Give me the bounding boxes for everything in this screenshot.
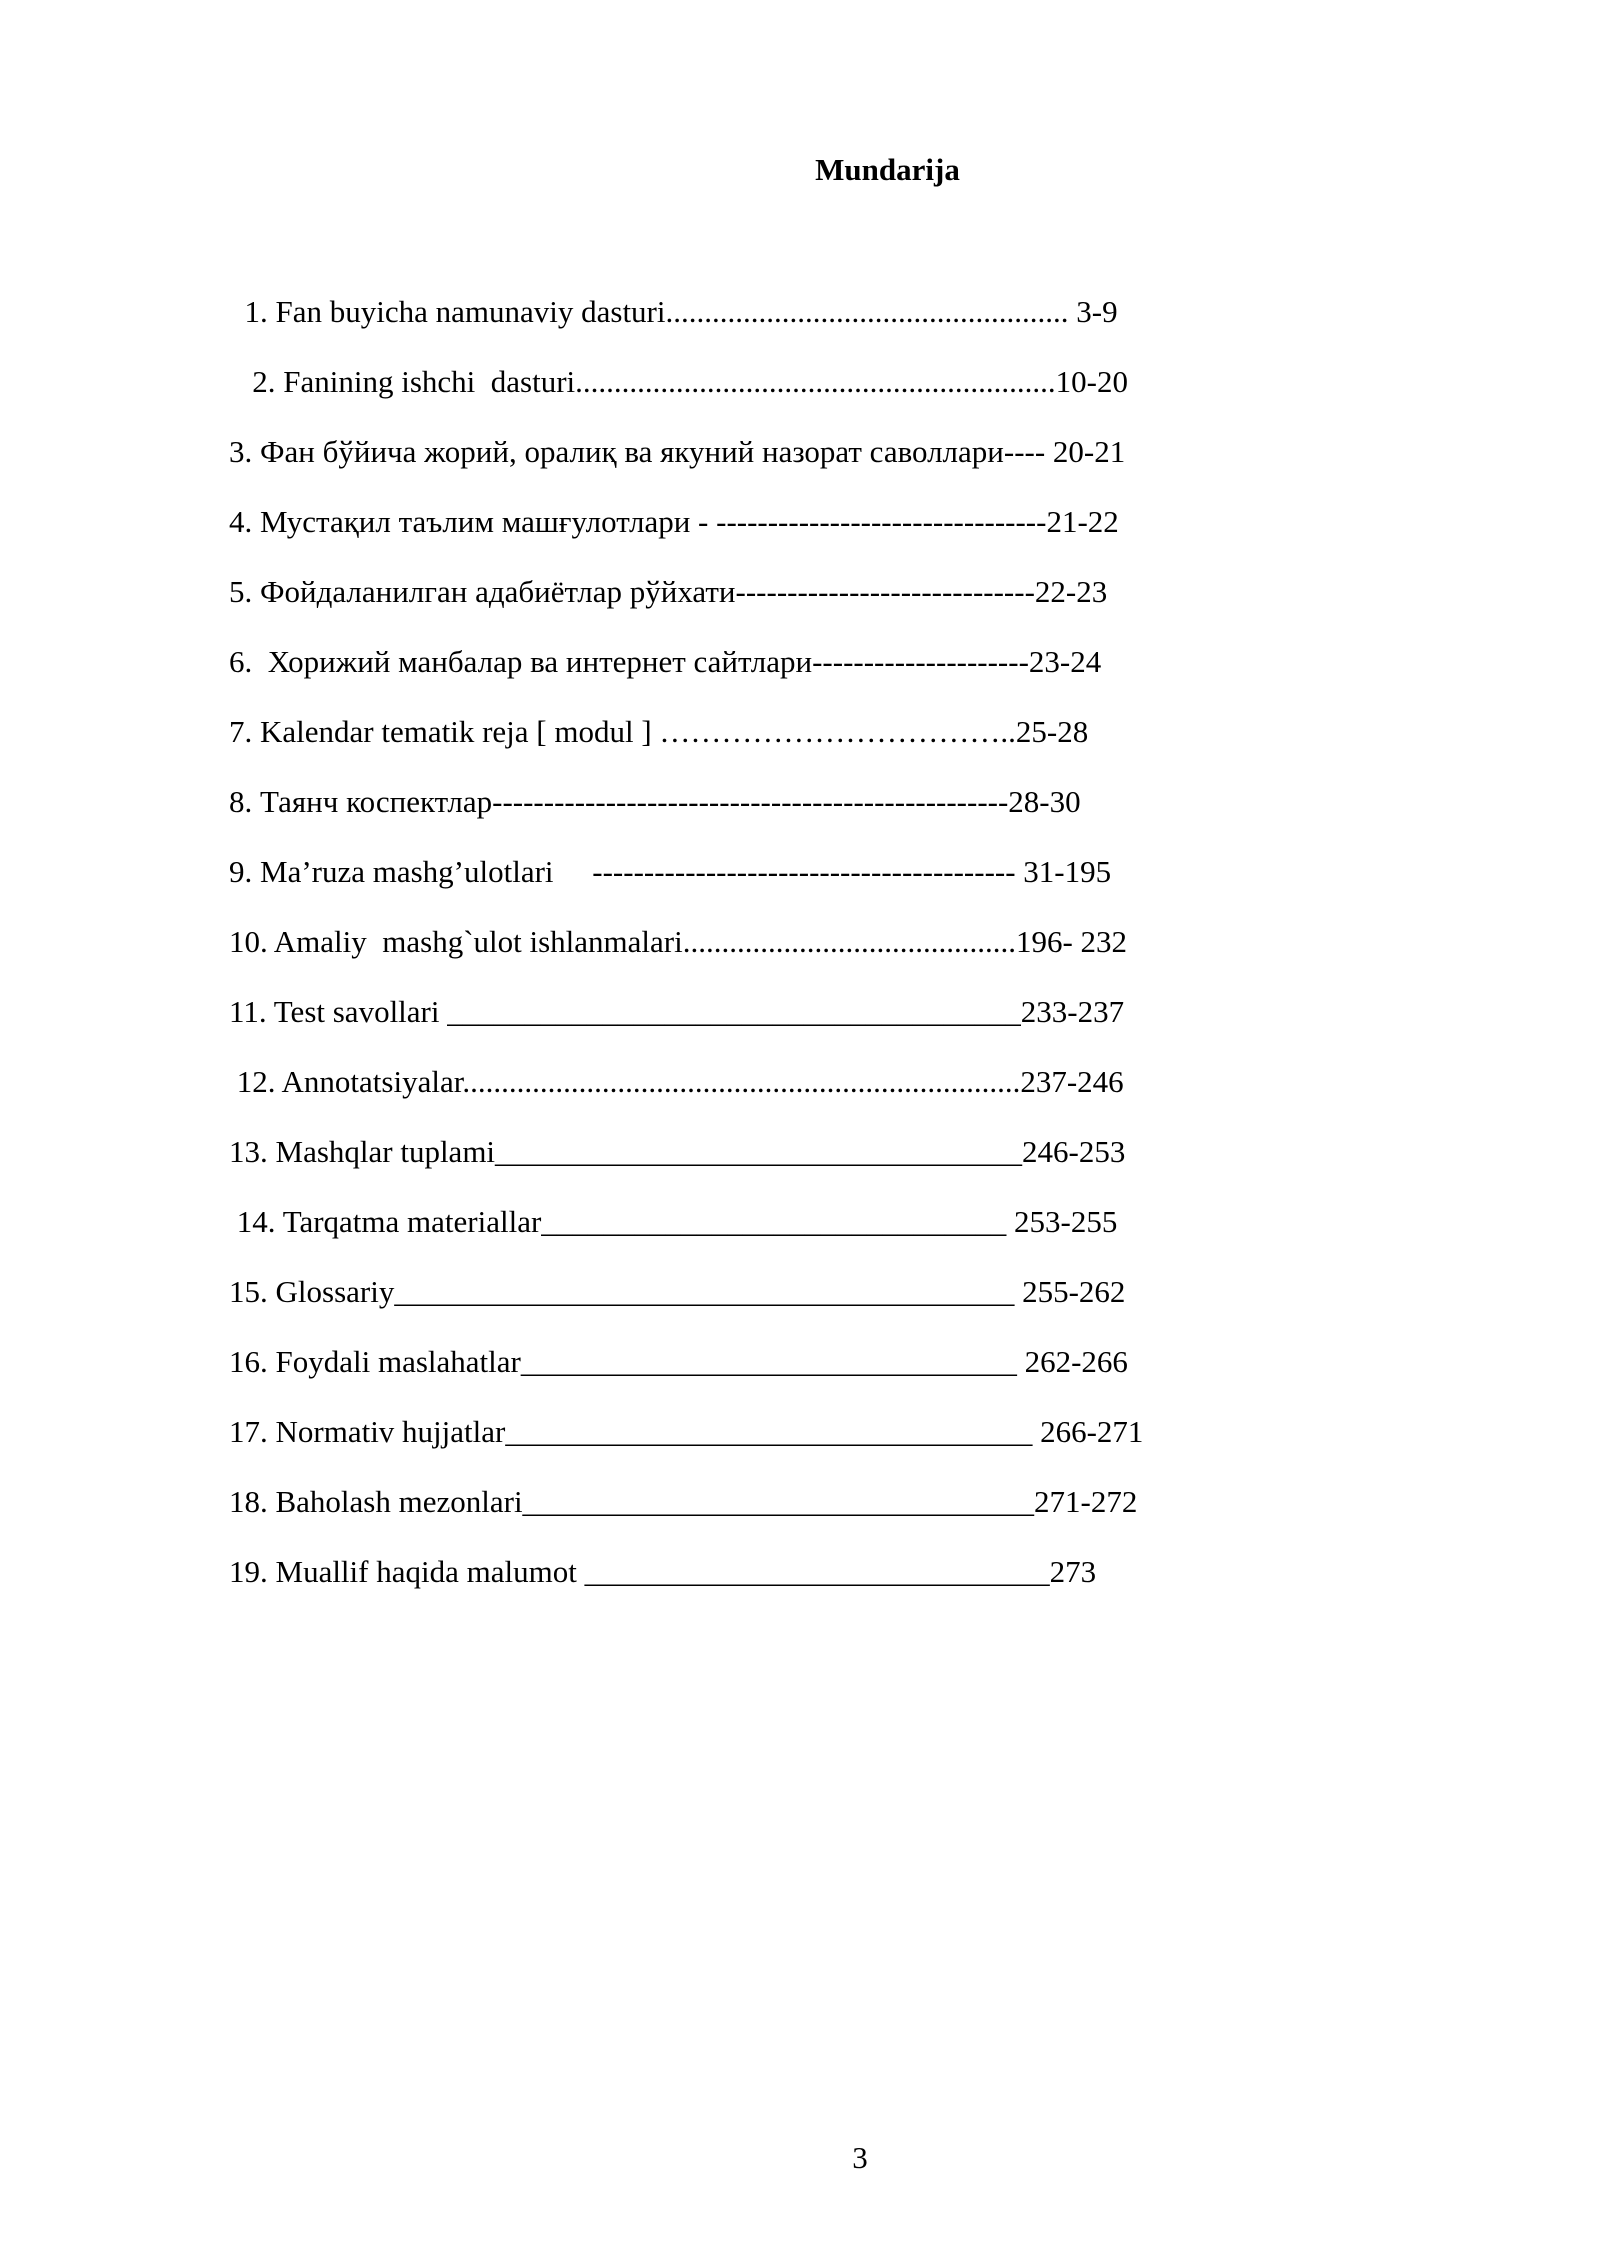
toc-entry-5: 5. Фойдаланилган адабиётлар рўйхати-----------------------------22-23: [229, 574, 1108, 609]
page-number: 3: [852, 2140, 868, 2175]
toc-entry-2: 2. Fanining ishchi dasturi..............................................................10-20: [229, 364, 1128, 399]
toc-entry-10: 10. Amaliy mashg`ulot ishlanmalari...........................................196- 232: [229, 924, 1128, 959]
toc-entry-6: 6. Хорижий манбалар ва интернет сайтлари---------------------23-24: [229, 644, 1102, 679]
toc-entry-14: 14. Tarqatma materiallar______________________________ 253-255: [229, 1204, 1118, 1239]
toc-entry-1: 1. Fan buyicha namunaviy dasturi.................................................... 3-9: [229, 294, 1118, 329]
toc-entry-8: 8. Таянч коспектлар--------------------------------------------------28-30: [229, 784, 1081, 819]
toc-entry-4: 4. Мустақил таълим машғулотлари - --------------------------------21-22: [229, 504, 1119, 539]
toc-entry-7: 7. Kalendar tematik reja [ modul ] ……………………………..25-28: [229, 714, 1089, 749]
table-of-contents: [229, 289, 1429, 1619]
toc-entry-18: 18. Baholash mezonlari_________________________________271-272: [229, 1484, 1138, 1519]
toc-entry-11: 11. Test savollari _____________________________________233-237: [229, 994, 1125, 1029]
page-title: Mundarija: [815, 152, 960, 187]
toc-entry-9: 9. Ma’ruza mashg’ulotlari ----------------------------------------- 31-195: [229, 854, 1112, 889]
toc-entry-15: 15. Glossariy________________________________________ 255-262: [229, 1274, 1126, 1309]
toc-entry-3: 3. Фан бўйича жорий, оралиқ ва якуний назорат саволлари---- 20-21: [229, 434, 1126, 469]
toc-entry-16: 16. Foydali maslahatlar________________________________ 262-266: [229, 1344, 1128, 1379]
toc-entry-17: 17. Normativ hujjatlar__________________________________ 266-271: [229, 1414, 1144, 1449]
toc-entry-13: 13. Mashqlar tuplami__________________________________246-253: [229, 1134, 1126, 1169]
toc-entry-19: 19. Muallif haqida malumot ______________________________273: [229, 1554, 1097, 1589]
toc-entry-12: 12. Annotatsiyalar........................................................................237-246: [229, 1064, 1124, 1099]
